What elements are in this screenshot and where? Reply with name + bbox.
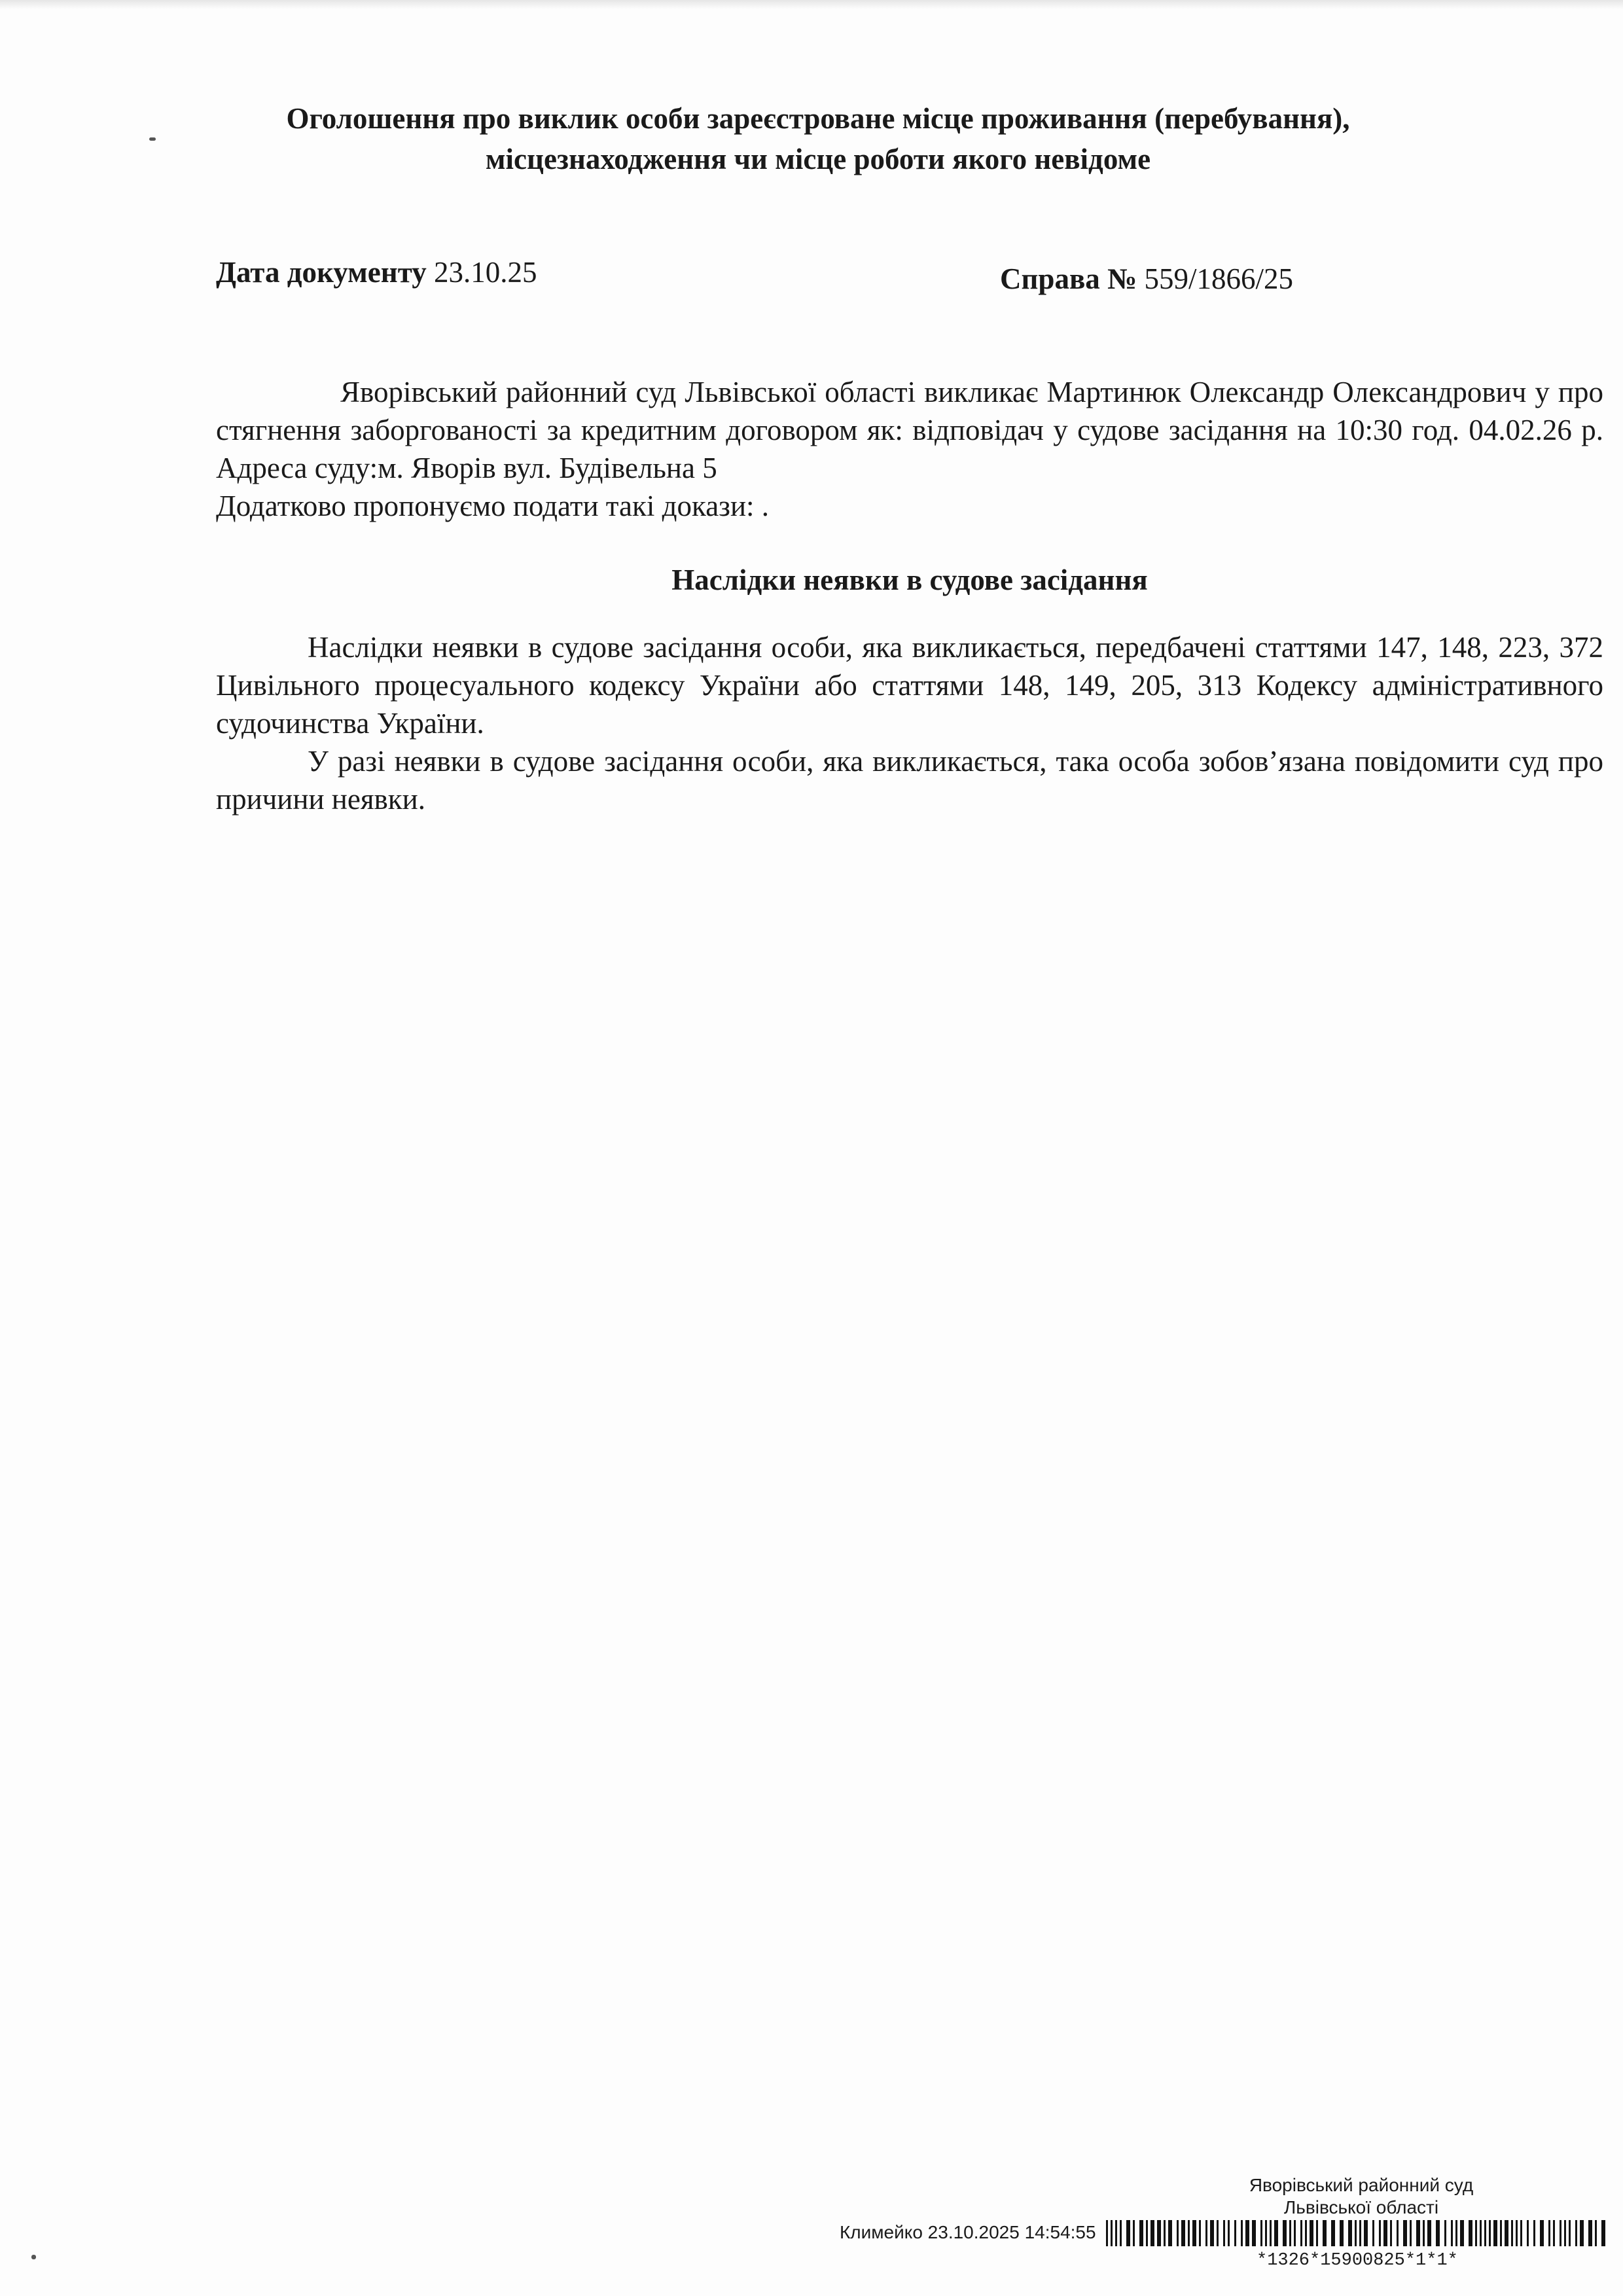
title-line-2: місцезнаходження чи місце роботи якого невідоме [485,143,1151,175]
barcode-bar [1192,2220,1196,2246]
barcode-bar [1427,2220,1431,2246]
barcode-bar [1390,2220,1392,2246]
barcode-bar [1455,2220,1457,2246]
barcode-bar [1355,2220,1357,2246]
barcode-bar [1181,2220,1185,2246]
barcode-bar [1146,2220,1148,2246]
document-title [196,98,1440,179]
barcode-bar [1379,2220,1381,2246]
barcode-bar [1475,2220,1477,2246]
barcode-bar [1260,2220,1262,2246]
barcode-bar [1580,2220,1584,2246]
barcode-bar [1372,2220,1374,2246]
summons-paragraph: Яворівський районний суд Львівської області викликає Мартинюк Олександр Олександрович у про стягнення заборгованості за кредитним договором як: відповідач у судове засідання на 10:30 год. 04.02.26 р. Адреса суду:м. Яворів вул. Будівельна 5 [216,376,1603,484]
barcode-bar [1305,2220,1307,2246]
barcode-bar [1323,2220,1327,2246]
barcode-bar [1553,2220,1555,2246]
barcode-bar [1217,2220,1219,2246]
barcode-bar [1575,2220,1577,2246]
document-barcode [1106,2220,1610,2246]
barcode-bar [1106,2220,1108,2246]
registration-stamp: Климейко 23.10.2025 14:54:55 [840,2222,1096,2242]
footer-court-line-1: Яворівський районний суд [1249,2175,1474,2195]
barcode-bar [1533,2220,1535,2246]
barcode-bar [1484,2220,1486,2246]
barcode-bar [1560,2220,1561,2246]
barcode-bar [1480,2220,1482,2246]
scan-edge-shadow [0,0,1623,9]
barcode-bar [1294,2220,1296,2246]
barcode-bar [1150,2220,1154,2246]
barcode-bar [1460,2220,1464,2246]
barcode-bar [1548,2220,1550,2246]
barcode-bar [1274,2220,1278,2246]
barcode-bar [1111,2220,1113,2246]
consequences-heading: Наслідки неявки в судове засідання [671,564,1148,596]
barcode-bar [1564,2220,1566,2246]
title-line-1: Оголошення про виклик особи зареєстроване місце проживання (перебування), [286,102,1350,135]
barcode-bar [1511,2220,1513,2246]
summons-body [216,373,1603,525]
barcode-bar [1601,2220,1605,2246]
barcode-bar [1205,2220,1207,2246]
barcode-bar [1139,2220,1143,2246]
footer-court-line-2: Львівської області [1283,2197,1439,2217]
barcode-bar [1199,2220,1201,2246]
consequences-paragraph-2: У разі неявки в судове засідання особи, яка викликається, така особа зобов’язана повідомити суд про причини неявки. [216,745,1603,816]
barcode-bar [1451,2220,1453,2246]
date-label: Дата документу [216,256,427,289]
barcode-bar [1364,2220,1368,2246]
case-label: Справа № [1000,262,1137,295]
barcode-bar [1527,2220,1529,2246]
barcode-bar [1403,2220,1407,2246]
scan-speck [31,2255,36,2259]
barcode-bar [1397,2220,1399,2246]
consequences-body [216,628,1603,818]
barcode-bar [1245,2220,1249,2246]
barcode-bar [1331,2220,1335,2246]
barcode-bar [1234,2220,1236,2246]
barcode-bar [1265,2220,1267,2246]
barcode-bar [1241,2220,1243,2246]
barcode-bar [1500,2220,1502,2246]
barcode-bar [1188,2220,1190,2246]
barcode-bar [1569,2220,1571,2246]
barcode-bar [1289,2220,1291,2246]
barcode-bar [1252,2220,1256,2246]
scan-speck [149,137,156,141]
barcode-bar [1359,2220,1361,2246]
barcode-bar [1516,2220,1518,2246]
barcode-bar [1540,2220,1544,2246]
barcode-bar [1157,2220,1161,2246]
document-date [216,252,537,293]
evidence-paragraph: Додатково пропонуємо подати такі докази: . [216,490,770,522]
barcode-bar [1223,2220,1225,2246]
barcode-bar [1469,2220,1472,2246]
barcode-bar [1310,2220,1313,2246]
barcode-bar [1595,2220,1597,2246]
footer-court-name [1230,2174,1492,2219]
barcode-bar [1588,2220,1592,2246]
barcode-bar [1348,2220,1352,2246]
barcode-bar [1120,2220,1122,2246]
document-meta [216,252,1329,298]
barcode-bar [1300,2220,1302,2246]
barcode-bar [1210,2220,1214,2246]
barcode-bar [1283,2220,1287,2246]
barcode-bar [1423,2220,1425,2246]
case-value: 559/1866/25 [1144,262,1293,295]
barcode-bar [1177,2220,1179,2246]
barcode-bar [1228,2220,1230,2246]
barcode-bar [1126,2220,1130,2246]
barcode-bar [1164,2220,1166,2246]
consequences-paragraph-1: Наслідки неявки в судове засідання особи, яка викликається, передбачені статтями 147, 148, 223, 372 Цивільного процесуального кодексу України або статтями 148, 149, 205, 313 Кодексу адміністративного судочинства України. [216,631,1603,740]
barcode-bar [1436,2220,1440,2246]
barcode-bar [1383,2220,1387,2246]
barcode-bar [1520,2220,1522,2246]
barcode-bar [1340,2220,1344,2246]
barcode-bar [1489,2220,1491,2246]
barcode-number: *1326*15900825*1*1* [1257,2251,1458,2270]
date-value: 23.10.25 [433,256,537,289]
case-number [1000,259,1293,299]
barcode-bar [1133,2220,1135,2246]
barcode-bar [1168,2220,1172,2246]
barcode-bar [1316,2220,1318,2246]
barcode-bar [1444,2220,1446,2246]
barcode-bar [1410,2220,1412,2246]
barcode-bar [1493,2220,1497,2246]
barcode-bar [1115,2220,1117,2246]
barcode-bar [1270,2220,1272,2246]
barcode-bar [1416,2220,1420,2246]
barcode-bar [1505,2220,1508,2246]
